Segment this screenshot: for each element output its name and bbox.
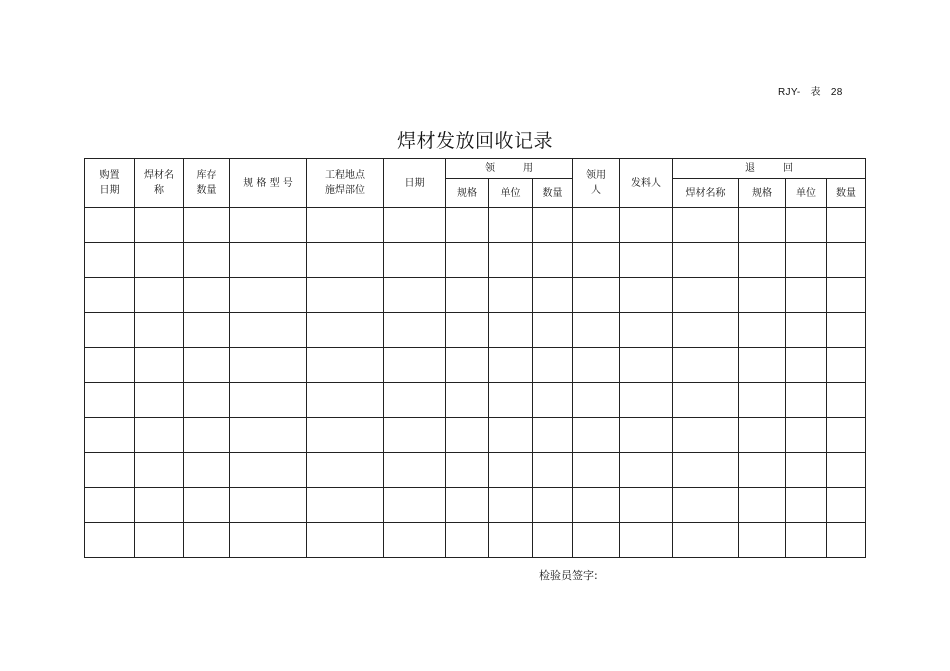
table-cell[interactable] <box>135 453 184 488</box>
table-cell[interactable] <box>533 383 573 418</box>
table-cell[interactable] <box>739 488 786 523</box>
table-cell[interactable] <box>827 243 866 278</box>
table-cell[interactable] <box>786 208 827 243</box>
header-row-top <box>85 159 866 179</box>
table-cell[interactable] <box>673 523 739 558</box>
table-cell[interactable] <box>786 348 827 383</box>
table-cell[interactable] <box>446 348 489 383</box>
table-cell[interactable] <box>489 453 533 488</box>
table-cell[interactable] <box>446 208 489 243</box>
table-cell[interactable] <box>184 313 230 348</box>
table-cell[interactable] <box>446 523 489 558</box>
table-cell[interactable] <box>85 348 135 383</box>
table-cell[interactable] <box>827 208 866 243</box>
header-project-location <box>307 159 384 208</box>
header-stock-qty <box>184 159 230 208</box>
table-cell[interactable] <box>573 348 620 383</box>
table-cell[interactable] <box>384 243 446 278</box>
table-cell[interactable] <box>827 523 866 558</box>
table-cell[interactable] <box>85 418 135 453</box>
table-cell[interactable] <box>184 383 230 418</box>
table-cell[interactable] <box>135 383 184 418</box>
table-cell[interactable] <box>307 488 384 523</box>
table-cell[interactable] <box>489 243 533 278</box>
header-return-unit: 单位 <box>786 179 827 208</box>
table-row <box>85 278 866 313</box>
table-cell[interactable] <box>533 348 573 383</box>
table-cell[interactable] <box>446 313 489 348</box>
table-cell[interactable] <box>135 278 184 313</box>
record-table-body <box>85 208 866 558</box>
table-cell[interactable] <box>573 278 620 313</box>
table-cell[interactable] <box>85 488 135 523</box>
table-cell[interactable] <box>673 243 739 278</box>
table-cell[interactable] <box>673 348 739 383</box>
table-cell[interactable] <box>573 488 620 523</box>
table-cell[interactable] <box>85 278 135 313</box>
table-row <box>85 488 866 523</box>
table-cell[interactable] <box>307 418 384 453</box>
table-cell[interactable] <box>739 523 786 558</box>
table-cell[interactable] <box>673 453 739 488</box>
table-cell[interactable] <box>307 383 384 418</box>
header-purchase-date <box>85 159 135 208</box>
table-cell[interactable] <box>827 278 866 313</box>
table-cell[interactable] <box>184 418 230 453</box>
table-cell[interactable] <box>184 278 230 313</box>
table-cell[interactable] <box>827 418 866 453</box>
table-cell[interactable] <box>135 243 184 278</box>
table-cell[interactable] <box>739 383 786 418</box>
table-cell[interactable] <box>307 208 384 243</box>
record-table <box>84 158 866 558</box>
table-cell[interactable] <box>739 453 786 488</box>
table-cell[interactable] <box>230 383 307 418</box>
table-cell[interactable] <box>573 418 620 453</box>
table-cell[interactable] <box>384 523 446 558</box>
table-cell[interactable] <box>135 523 184 558</box>
header-issuer: 发料人 <box>620 159 673 208</box>
table-cell[interactable] <box>230 278 307 313</box>
table-cell[interactable] <box>827 453 866 488</box>
table-cell[interactable] <box>135 488 184 523</box>
table-cell[interactable] <box>85 243 135 278</box>
table-cell[interactable] <box>533 278 573 313</box>
table-row <box>85 453 866 488</box>
table-cell[interactable] <box>230 313 307 348</box>
table-row <box>85 523 866 558</box>
table-cell[interactable] <box>827 488 866 523</box>
table-cell[interactable] <box>739 348 786 383</box>
table-cell[interactable] <box>620 313 673 348</box>
header-stock-qty-line1: 库存 <box>196 170 217 181</box>
table-cell[interactable] <box>85 523 135 558</box>
table-cell[interactable] <box>739 418 786 453</box>
table-cell[interactable] <box>739 243 786 278</box>
table-cell[interactable] <box>307 243 384 278</box>
table-cell[interactable] <box>85 453 135 488</box>
table-cell[interactable] <box>489 208 533 243</box>
table-cell[interactable] <box>620 383 673 418</box>
table-row <box>85 418 866 453</box>
table-cell[interactable] <box>184 453 230 488</box>
table-cell[interactable] <box>85 313 135 348</box>
table-cell[interactable] <box>489 278 533 313</box>
table-row <box>85 313 866 348</box>
header-project-location-line2: 施焊部位 <box>325 185 365 196</box>
table-cell[interactable] <box>673 313 739 348</box>
table-cell[interactable] <box>230 418 307 453</box>
page-title: 焊材发放回收记录 <box>396 130 553 152</box>
table-cell[interactable] <box>230 453 307 488</box>
header-issue-unit: 单位 <box>489 179 533 208</box>
header-material-name-line1: 焊材名 <box>144 170 174 181</box>
table-cell[interactable] <box>489 488 533 523</box>
header-recipient-line1: 领用 <box>586 170 606 181</box>
table-cell[interactable] <box>533 453 573 488</box>
header-project-location-line1: 工程地点 <box>325 170 365 181</box>
header-return-qty: 数量 <box>827 179 866 208</box>
table-row <box>85 348 866 383</box>
header-issue-qty: 数量 <box>533 179 573 208</box>
table-cell[interactable] <box>673 278 739 313</box>
table-row <box>85 383 866 418</box>
table-cell[interactable] <box>827 313 866 348</box>
table-cell[interactable] <box>533 523 573 558</box>
table-cell[interactable] <box>230 243 307 278</box>
table-cell[interactable] <box>573 243 620 278</box>
header-material-name-line2: 称 <box>154 185 164 196</box>
table-cell[interactable] <box>620 348 673 383</box>
table-cell[interactable] <box>489 383 533 418</box>
table-cell[interactable] <box>184 488 230 523</box>
table-cell[interactable] <box>786 453 827 488</box>
table-cell[interactable] <box>573 208 620 243</box>
table-cell[interactable] <box>384 278 446 313</box>
table-cell[interactable] <box>573 523 620 558</box>
table-cell[interactable] <box>446 383 489 418</box>
table-cell[interactable] <box>307 453 384 488</box>
table-cell[interactable] <box>620 243 673 278</box>
table-cell[interactable] <box>446 278 489 313</box>
header-stock-qty-line2: 数量 <box>196 185 217 196</box>
table-cell[interactable] <box>230 208 307 243</box>
table-cell[interactable] <box>533 418 573 453</box>
header-recipient <box>573 159 620 208</box>
table-cell[interactable] <box>135 313 184 348</box>
table-cell[interactable] <box>384 383 446 418</box>
table-cell[interactable] <box>446 243 489 278</box>
header-issue-spec: 规格 <box>446 179 489 208</box>
header-return-spec: 规格 <box>739 179 786 208</box>
table-cell[interactable] <box>827 348 866 383</box>
table-cell[interactable] <box>184 523 230 558</box>
table-cell[interactable] <box>739 208 786 243</box>
table-cell[interactable] <box>739 278 786 313</box>
header-return-material-name: 焊材名称 <box>673 179 739 208</box>
table-cell[interactable] <box>533 243 573 278</box>
table-cell[interactable] <box>573 313 620 348</box>
table-cell[interactable] <box>446 453 489 488</box>
table-cell[interactable] <box>786 383 827 418</box>
header-recipient-line2: 人 <box>591 185 601 196</box>
table-cell[interactable] <box>135 348 184 383</box>
table-cell[interactable] <box>85 383 135 418</box>
header-return-group: 退回 <box>673 159 866 179</box>
table-cell[interactable] <box>384 348 446 383</box>
table-cell[interactable] <box>184 348 230 383</box>
table-cell[interactable] <box>384 418 446 453</box>
table-row <box>85 208 866 243</box>
table-cell[interactable] <box>489 313 533 348</box>
table-cell[interactable] <box>620 278 673 313</box>
table-cell[interactable] <box>620 488 673 523</box>
table-cell[interactable] <box>184 208 230 243</box>
table-cell[interactable] <box>673 418 739 453</box>
table-cell[interactable] <box>786 418 827 453</box>
table-cell[interactable] <box>184 243 230 278</box>
table-cell[interactable] <box>230 348 307 383</box>
table-cell[interactable] <box>620 523 673 558</box>
table-cell[interactable] <box>533 208 573 243</box>
table-cell[interactable] <box>489 523 533 558</box>
table-cell[interactable] <box>786 243 827 278</box>
header-issue-group: 领用 <box>446 159 573 179</box>
header-purchase-date-line1: 购置 <box>99 170 120 181</box>
header-spec-model: 规 格 型 号 <box>230 159 307 208</box>
table-cell[interactable] <box>384 488 446 523</box>
table-cell[interactable] <box>673 383 739 418</box>
table-cell[interactable] <box>786 488 827 523</box>
table-cell[interactable] <box>446 418 489 453</box>
table-cell[interactable] <box>85 208 135 243</box>
table-cell[interactable] <box>620 453 673 488</box>
table-cell[interactable] <box>673 208 739 243</box>
table-cell[interactable] <box>786 523 827 558</box>
table-cell[interactable] <box>673 488 739 523</box>
table-row <box>85 243 866 278</box>
table-cell[interactable] <box>307 523 384 558</box>
table-cell[interactable] <box>533 488 573 523</box>
table-cell[interactable] <box>384 313 446 348</box>
table-cell[interactable] <box>384 453 446 488</box>
table-cell[interactable] <box>384 208 446 243</box>
table-cell[interactable] <box>620 208 673 243</box>
form-code-type: 表 <box>810 87 821 98</box>
table-cell[interactable] <box>489 348 533 383</box>
form-code-number: 28 <box>830 87 843 98</box>
header-purchase-date-line2: 日期 <box>99 185 120 196</box>
table-cell[interactable] <box>230 523 307 558</box>
table-cell[interactable] <box>307 278 384 313</box>
table-cell[interactable] <box>135 208 184 243</box>
form-code-prefix: RJY- <box>778 87 801 98</box>
table-cell[interactable] <box>230 488 307 523</box>
header-date: 日期 <box>384 159 446 208</box>
table-cell[interactable] <box>135 418 184 453</box>
table-cell[interactable] <box>307 348 384 383</box>
table-cell[interactable] <box>827 383 866 418</box>
table-cell[interactable] <box>573 453 620 488</box>
table-cell[interactable] <box>786 278 827 313</box>
table-cell[interactable] <box>573 383 620 418</box>
table-cell[interactable] <box>446 488 489 523</box>
table-cell[interactable] <box>307 313 384 348</box>
table-cell[interactable] <box>489 418 533 453</box>
header-material-name <box>135 159 184 208</box>
table-cell[interactable] <box>620 418 673 453</box>
inspector-signature-label: 检验员签字: <box>539 569 598 582</box>
table-cell[interactable] <box>786 313 827 348</box>
form-code <box>778 83 843 98</box>
table-cell[interactable] <box>533 313 573 348</box>
table-cell[interactable] <box>739 313 786 348</box>
